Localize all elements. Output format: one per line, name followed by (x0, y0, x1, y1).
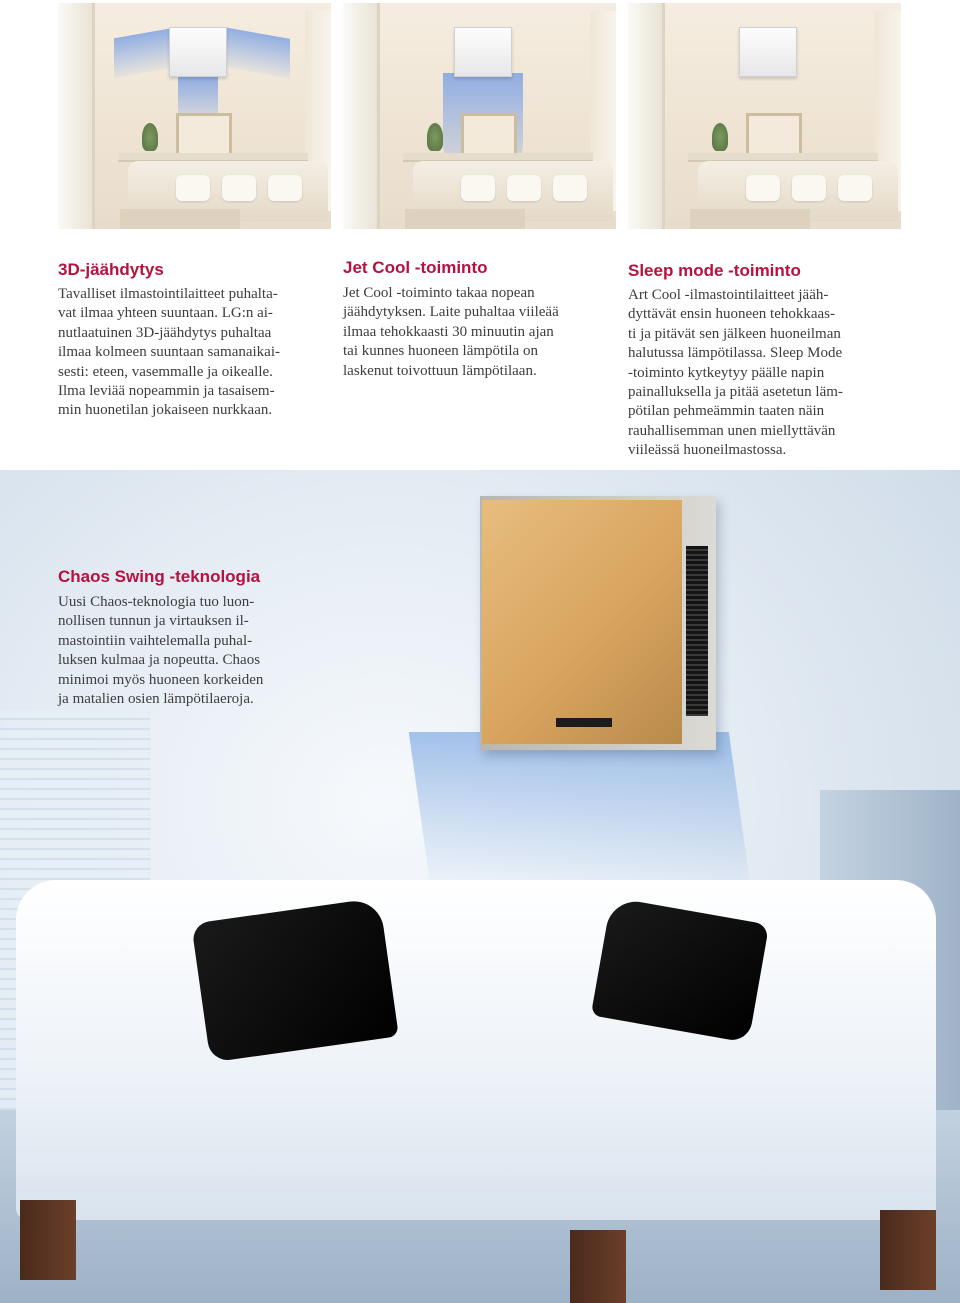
ac-unit-icon (739, 27, 797, 77)
paragraph-3d-cooling: Tavalliset ilmastointilaitteet puhalta- vat ilmaa yhteen suuntaan. LG:n ai- nutlaatuinen 3D-jäähdytys puhaltaa ilmaa kolmeen suuntaan samanaikai- sesti: eteen, vasemmalle ja oikealle. Ilma leviää nopeammin ja tasaisem- min huonetilan jokaiseen nurkkaan. (58, 286, 281, 419)
black-cushion-left (191, 897, 399, 1062)
picture-frame-icon (746, 113, 802, 157)
window (58, 3, 95, 229)
ac-unit-icon (454, 27, 512, 77)
plant-icon (142, 123, 158, 151)
art-cool-ac-unit-icon (480, 496, 716, 750)
window (343, 3, 380, 229)
heading-sleep-mode: Sleep mode -toiminto (628, 261, 801, 280)
ac-display (556, 718, 612, 727)
paragraph-jet-cool: Jet Cool -toiminto takaa nopean jäähdytyksen. Laite puhaltaa viileää ilmaa tehokkaasti 30 minuutin ajan tai kunnes huoneen lämpötila on laskenut toivottuun lämpötilaan. (343, 285, 559, 379)
sofa-leg (570, 1230, 626, 1303)
airflow-left-icon (114, 28, 174, 79)
sofa-leg (20, 1200, 76, 1280)
heading-chaos-swing: Chaos Swing -teknologia (58, 567, 261, 586)
airflow-icon (409, 732, 751, 892)
picture-frame-icon (461, 113, 517, 157)
room-photo-jet-cool (343, 3, 616, 229)
window (628, 3, 665, 229)
room-photo-3d-cooling (58, 3, 331, 229)
paragraph-chaos-swing: Uusi Chaos-teknologia tuo luon- nollisen tunnun ja virtauksen il- mastointiin vaihtelemalla puhal- luksen kulmaa ja nopeutta. Chaos minimoi myös huoneen korkeiden ja matalien osien lämpötilaeroja. (58, 594, 264, 708)
heading-jet-cool: Jet Cool -toiminto (343, 258, 488, 277)
sofa-leg (880, 1210, 936, 1290)
ac-unit-icon (169, 27, 227, 77)
ac-front-panel (482, 500, 682, 744)
airflow-right-icon (224, 27, 290, 79)
white-sofa-icon (16, 880, 936, 1220)
plant-icon (712, 123, 728, 151)
heading-3d-cooling: 3D-jäähdytys (58, 260, 164, 279)
plant-icon (427, 123, 443, 151)
ac-side-vent (686, 546, 708, 716)
room-photo-sleep-mode (628, 3, 901, 229)
paragraph-sleep-mode: Art Cool -ilmastointilaitteet jääh- dyttävät ensin huoneen tehokkaas- ti ja pitävät sen jälkeen huoneilman halutussa lämpötilassa. Sleep Mode -toiminto kytkeytyy päälle napin painalluksella ja pitää asetetun läm- pötilan pehmeämmin taaten näin rauhallisemman unen miellyttävän viileässä huoneilmastossa. (628, 287, 843, 459)
picture-frame-icon (176, 113, 232, 157)
